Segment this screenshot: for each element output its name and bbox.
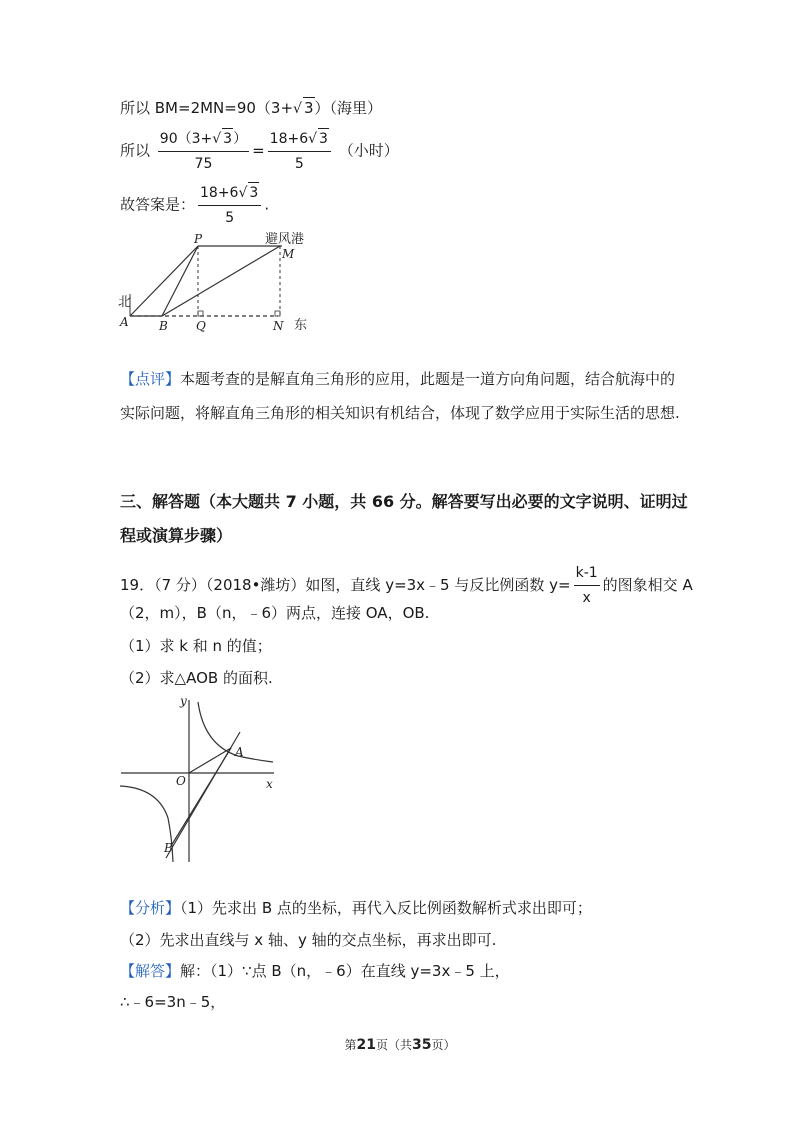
harbor-diagram [110, 228, 340, 340]
fraction-time-1: $\frac{90(3+√ 3)}{75}$ [158, 128, 249, 174]
q19-part1: （1）求 k 和 n 的值； [120, 637, 272, 655]
equation-line-time: 所以 $\frac{90(3+√ 3)}{75}$ = $\frac{18+6√ 3}{5}$ （小时） [120, 128, 399, 174]
solution-line2: ∴﹣6=3n﹣5， [120, 993, 226, 1011]
label-n: N [273, 319, 284, 333]
page-footer: 第21页（共35页） [344, 1037, 456, 1053]
label-m: M [282, 247, 295, 261]
label-b: B [159, 319, 168, 333]
axis-label-y: y [180, 694, 187, 708]
fraction-k-1-over-x: $\frac{k-1}{x}$ [575, 565, 598, 606]
label-q: Q [196, 319, 206, 333]
label-origin: O [176, 774, 186, 788]
equation-line-bm: 所以 BM=2MN=90（3+√ 3）（海里） [120, 99, 383, 117]
label-point-a: A [235, 745, 244, 759]
function-graph [118, 690, 288, 865]
page-total: 35 [412, 1037, 432, 1053]
section-heading: 三、解答题（本大题共 7 小题，共 66 分。解答要写出必要的文字说明、证明过程或演算步骤） [120, 492, 688, 545]
answer-line: 故答案是： $\frac{18+6√ 3}{5}$ . [120, 182, 269, 228]
label-east: 东 [294, 318, 308, 333]
solution-tag: 【解答】 [120, 962, 181, 980]
axis-label-x: x [266, 777, 273, 791]
label-harbor: 避风港 [265, 232, 305, 247]
solution-line1: 【解答】解：（1）∵点 B（n，﹣6）在直线 y=3x﹣5 上， [120, 962, 510, 980]
q19-line1: 19．（7 分）（2018•潍坊）如图，直线 y=3x﹣5 与反比例函数 y= $\frac{k-1}{x}$ 的图象相交 A [120, 565, 693, 606]
review-paragraph: 【点评】本题考查的是解直角三角形的应用，此题是一道方向角问题，结合航海中的实际问题，将解直角三角形的相关知识有机结合，体现了数学应用于实际生活的思想. [120, 370, 680, 422]
analysis-tag: 【分析】 [120, 899, 181, 917]
analysis-line2: （2）先求出直线与 x 轴、y 轴的交点坐标，再求出即可. [120, 931, 497, 949]
review-tag: 【点评】 [120, 370, 181, 388]
label-p: P [194, 232, 203, 246]
q19-line2: （2，m），B（n，﹣6）两点，连接 OA，OB. [120, 604, 430, 622]
fraction-answer: $\frac{18+6√ 3}{5}$ [198, 182, 261, 228]
fraction-time-2: $\frac{18+6√ 3}{5}$ [268, 128, 331, 174]
label-a: A [120, 315, 129, 329]
analysis-line1: 【分析】（1）先求出 B 点的坐标，再代入反比例函数解析式求出即可； [120, 899, 592, 917]
page-number: 21 [356, 1037, 376, 1053]
label-point-b: B [164, 841, 173, 855]
q19-part2: （2）求△AOB 的面积. [120, 669, 273, 687]
label-north: 北 [118, 295, 132, 310]
